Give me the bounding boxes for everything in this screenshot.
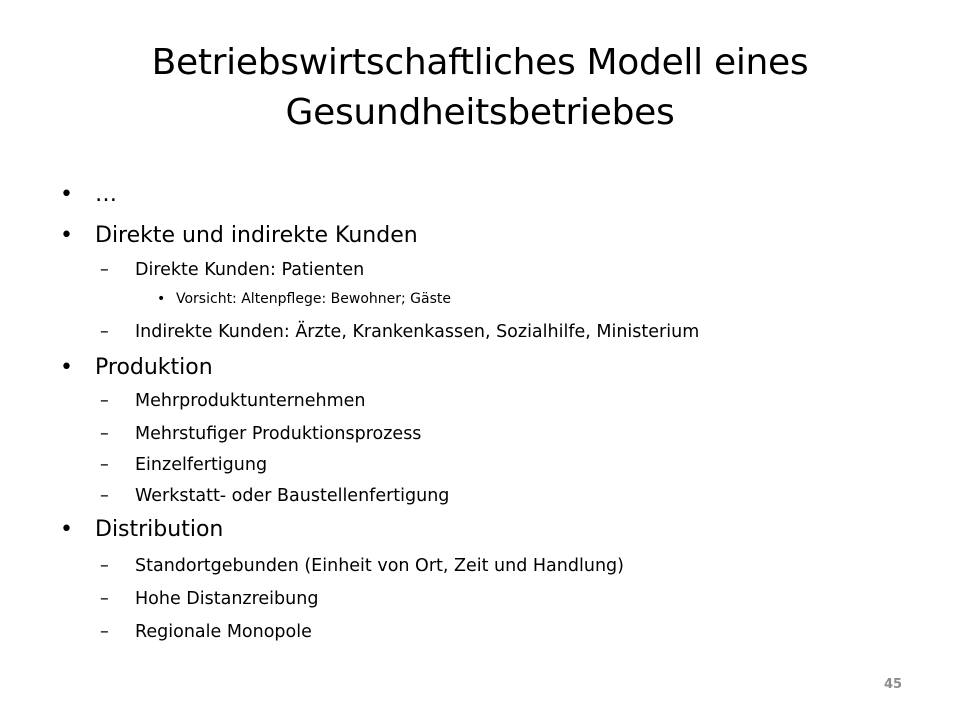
bullet-marker: •	[60, 223, 73, 248]
list-item-level-2: Einzelfertigung	[135, 455, 268, 475]
list-item-level-3: Vorsicht: Altenpflege: Bewohner; Gäste	[176, 291, 451, 307]
list-item-level-2: Werkstatt- oder Baustellenfertigung	[135, 486, 450, 506]
dash-marker: –	[100, 322, 109, 342]
bullet-marker: •	[157, 291, 166, 307]
list-item-level-1: Distribution	[95, 517, 224, 542]
page-number: 45	[883, 677, 903, 692]
dash-marker: –	[100, 424, 109, 444]
list-item-level-2: Regionale Monopole	[135, 622, 312, 642]
list-item-level-1: Produktion	[95, 355, 213, 380]
slide-title-line-1: Betriebswirtschaftliches Modell eines	[151, 42, 809, 83]
list-item-level-2: Mehrproduktunternehmen	[135, 391, 366, 411]
slide-title-line-2: Gesundheitsbetriebes	[285, 92, 675, 133]
list-item-level-1: …	[95, 182, 117, 207]
bullet-marker: •	[60, 355, 73, 380]
dash-marker: –	[100, 589, 109, 609]
bullet-marker: •	[60, 517, 73, 542]
list-item-level-2: Hohe Distanzreibung	[135, 589, 319, 609]
list-item-level-2: Mehrstufiger Produktionsprozess	[135, 424, 422, 444]
list-item-level-2: Direkte Kunden: Patienten	[135, 260, 365, 280]
bullet-marker: •	[60, 182, 73, 207]
dash-marker: –	[100, 556, 109, 576]
dash-marker: –	[100, 622, 109, 642]
list-item-level-1: Direkte und indirekte Kunden	[95, 223, 418, 248]
dash-marker: –	[100, 260, 109, 280]
dash-marker: –	[100, 391, 109, 411]
dash-marker: –	[100, 486, 109, 506]
list-item-level-2: Indirekte Kunden: Ärzte, Krankenkassen, Sozialhilfe, Ministerium	[135, 322, 700, 342]
dash-marker: –	[100, 455, 109, 475]
list-item-level-2: Standortgebunden (Einheit von Ort, Zeit und Handlung)	[135, 556, 624, 576]
